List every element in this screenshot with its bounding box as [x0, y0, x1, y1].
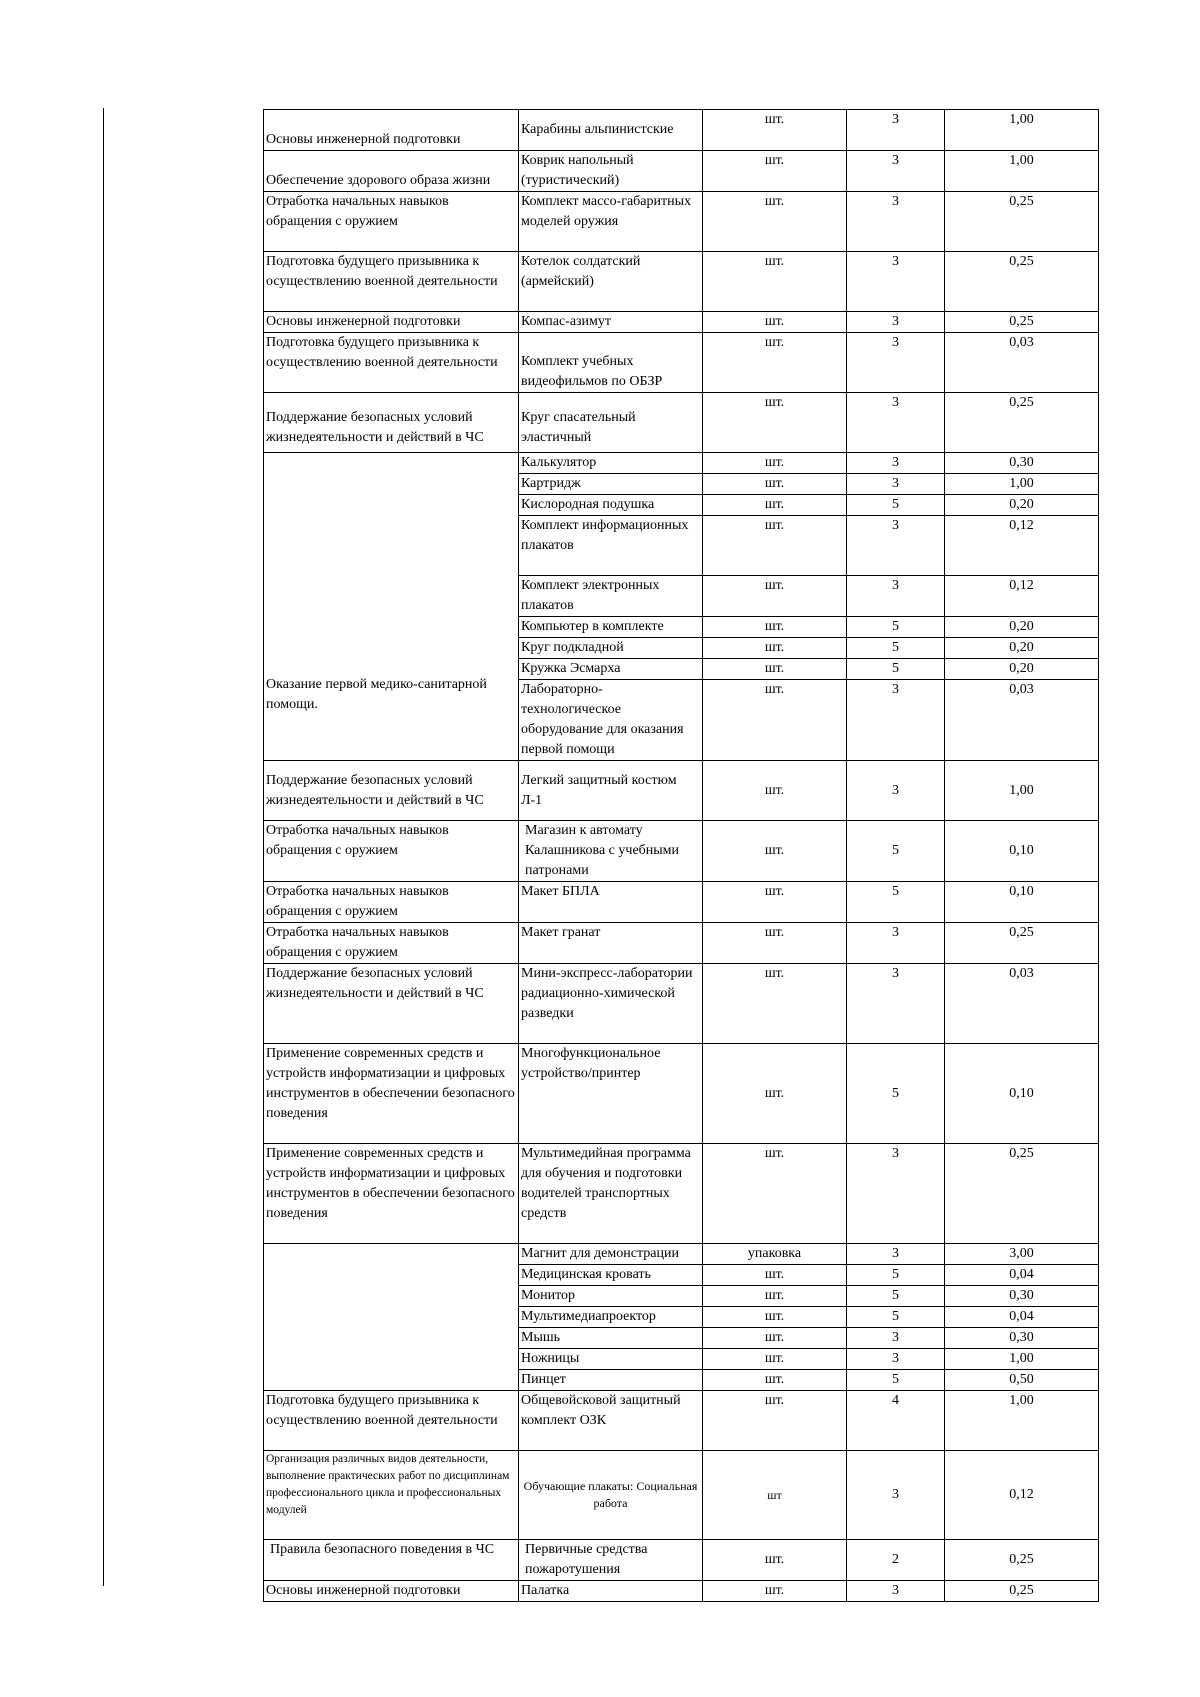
- item-cell: Магазин к автомату Калашникова с учебными патронами: [519, 821, 703, 882]
- section-cell: Правила безопасного поведения в ЧС: [264, 1540, 519, 1581]
- unit-cell: шт.: [703, 252, 847, 312]
- qty-cell: 3: [847, 680, 945, 761]
- norm-cell: 0,25: [945, 923, 1099, 964]
- item-cell: Комплект электронных плакатов: [519, 576, 703, 617]
- table-row: [264, 1581, 1099, 1602]
- unit-cell: упаковка: [703, 1244, 847, 1265]
- norm-cell: 1,00: [945, 761, 1099, 821]
- qty-cell: 3: [847, 1328, 945, 1349]
- qty-cell: 5: [847, 659, 945, 680]
- norm-cell: 0,30: [945, 453, 1099, 474]
- item-cell: Макет БПЛА: [519, 882, 703, 923]
- unit-cell: шт.: [703, 453, 847, 474]
- item-cell: Мышь: [519, 1328, 703, 1349]
- section-cell: Основы инженерной подготовки: [264, 110, 519, 151]
- item-cell: Магнит для демонстрации: [519, 1244, 703, 1265]
- unit-cell: шт.: [703, 761, 847, 821]
- table-row: [264, 761, 1099, 821]
- qty-cell: 3: [847, 1451, 945, 1540]
- norm-cell: 0,03: [945, 680, 1099, 761]
- item-cell: Кружка Эсмарха: [519, 659, 703, 680]
- qty-cell: 5: [847, 638, 945, 659]
- section-cell: Отработка начальных навыков обращения с оружием: [264, 882, 519, 923]
- item-cell: Коврик напольный (туристический): [519, 151, 703, 192]
- qty-cell: 5: [847, 1044, 945, 1144]
- norm-cell: 0,04: [945, 1307, 1099, 1328]
- unit-cell: шт.: [703, 1307, 847, 1328]
- section-cell: Обеспечение здорового образа жизни: [264, 151, 519, 192]
- unit-cell: шт.: [703, 1391, 847, 1451]
- item-cell: Котелок солдатский (армейский): [519, 252, 703, 312]
- norm-cell: 0,03: [945, 333, 1099, 393]
- unit-cell: шт.: [703, 923, 847, 964]
- section-cell: Применение современных средств и устройств информатизации и цифровых инструментов в обеспечении безопасного поведения: [264, 1144, 519, 1244]
- unit-cell: шт.: [703, 1581, 847, 1602]
- item-cell: Компас-азимут: [519, 312, 703, 333]
- item-cell: Первичные средства пожаротушения: [519, 1540, 703, 1581]
- qty-cell: 4: [847, 1391, 945, 1451]
- qty-cell: 5: [847, 821, 945, 882]
- unit-cell: шт.: [703, 192, 847, 252]
- unit-cell: шт.: [703, 393, 847, 453]
- table-row: [264, 312, 1099, 333]
- item-cell: Картридж: [519, 474, 703, 495]
- unit-cell: шт.: [703, 882, 847, 923]
- norm-cell: 0,20: [945, 659, 1099, 680]
- section-cell: Основы инженерной подготовки: [264, 312, 519, 333]
- qty-cell: 5: [847, 1286, 945, 1307]
- item-cell: Мультимедиапроектор: [519, 1307, 703, 1328]
- item-cell: Мультимедийная программа для обучения и подготовки водителей транспортных средств: [519, 1144, 703, 1244]
- norm-cell: 1,00: [945, 110, 1099, 151]
- qty-cell: 5: [847, 1370, 945, 1391]
- norm-cell: 0,20: [945, 617, 1099, 638]
- item-cell: Многофункциональное устройство/принтер: [519, 1044, 703, 1144]
- qty-cell: 3: [847, 474, 945, 495]
- norm-cell: 1,00: [945, 151, 1099, 192]
- norm-cell: 0,25: [945, 252, 1099, 312]
- unit-cell: шт.: [703, 821, 847, 882]
- equipment-table: [263, 109, 1099, 1602]
- norm-cell: 0,25: [945, 393, 1099, 453]
- item-cell: Легкий защитный костюм Л-1: [519, 761, 703, 821]
- norm-cell: 0,25: [945, 1144, 1099, 1244]
- section-cell: Оказание первой медико-санитарной помощи.: [264, 453, 519, 761]
- section-cell: Поддержание безопасных условий жизнедеятельности и действий в ЧС: [264, 964, 519, 1044]
- norm-cell: 0,25: [945, 1540, 1099, 1581]
- item-cell: Кислородная подушка: [519, 495, 703, 516]
- norm-cell: 1,00: [945, 1349, 1099, 1370]
- norm-cell: 0,10: [945, 882, 1099, 923]
- table-row: [264, 964, 1099, 1044]
- item-cell: Ножницы: [519, 1349, 703, 1370]
- table-row: [264, 882, 1099, 923]
- norm-cell: 0,50: [945, 1370, 1099, 1391]
- unit-cell: шт.: [703, 151, 847, 192]
- table-row: [264, 821, 1099, 882]
- table-row: [264, 1144, 1099, 1244]
- table-row: [264, 1451, 1099, 1540]
- qty-cell: 3: [847, 1244, 945, 1265]
- unit-cell: шт.: [703, 1286, 847, 1307]
- item-cell: Комплект массо-габаритных моделей оружия: [519, 192, 703, 252]
- unit-cell: шт.: [703, 1265, 847, 1286]
- norm-cell: 0,04: [945, 1265, 1099, 1286]
- section-cell: [264, 1244, 519, 1391]
- qty-cell: 3: [847, 1349, 945, 1370]
- item-cell: Монитор: [519, 1286, 703, 1307]
- norm-cell: 0,10: [945, 821, 1099, 882]
- unit-cell: шт.: [703, 110, 847, 151]
- norm-cell: 0,30: [945, 1286, 1099, 1307]
- table-row: [264, 151, 1099, 192]
- table-row: [264, 923, 1099, 964]
- section-cell: Отработка начальных навыков обращения с оружием: [264, 821, 519, 882]
- qty-cell: 2: [847, 1540, 945, 1581]
- item-cell: Мини-экспресс-лаборатории радиационно-химической разведки: [519, 964, 703, 1044]
- norm-cell: 1,00: [945, 474, 1099, 495]
- qty-cell: 5: [847, 617, 945, 638]
- norm-cell: 0,03: [945, 964, 1099, 1044]
- unit-cell: шт.: [703, 1328, 847, 1349]
- section-cell: Подготовка будущего призывника к осуществлению военной деятельности: [264, 252, 519, 312]
- section-cell: Поддержание безопасных условий жизнедеятельности и действий в ЧС: [264, 761, 519, 821]
- unit-cell: шт.: [703, 333, 847, 393]
- table-row: [264, 1391, 1099, 1451]
- item-cell: Палатка: [519, 1581, 703, 1602]
- item-cell: Компьютер в комплекте: [519, 617, 703, 638]
- qty-cell: 5: [847, 882, 945, 923]
- unit-cell: шт.: [703, 680, 847, 761]
- qty-cell: 3: [847, 1144, 945, 1244]
- norm-cell: 0,12: [945, 1451, 1099, 1540]
- unit-cell: шт.: [703, 1044, 847, 1144]
- norm-cell: 0,20: [945, 495, 1099, 516]
- qty-cell: 5: [847, 1307, 945, 1328]
- qty-cell: 3: [847, 192, 945, 252]
- item-cell: Комплект учебных видеофильмов по ОБЗР: [519, 333, 703, 393]
- norm-cell: 0,12: [945, 576, 1099, 617]
- norm-cell: 1,00: [945, 1391, 1099, 1451]
- table-row: [264, 393, 1099, 453]
- item-cell: Лабораторно-технологическое оборудование для оказания первой помощи: [519, 680, 703, 761]
- norm-cell: 0,30: [945, 1328, 1099, 1349]
- qty-cell: 3: [847, 333, 945, 393]
- unit-cell: шт.: [703, 516, 847, 576]
- unit-cell: шт.: [703, 312, 847, 333]
- qty-cell: 3: [847, 516, 945, 576]
- qty-cell: 3: [847, 761, 945, 821]
- qty-cell: 3: [847, 312, 945, 333]
- item-cell: Круг спасательный эластичный: [519, 393, 703, 453]
- norm-cell: 0,10: [945, 1044, 1099, 1144]
- unit-cell: шт.: [703, 474, 847, 495]
- norm-cell: 0,12: [945, 516, 1099, 576]
- section-cell: Подготовка будущего призывника к осуществлению военной деятельности: [264, 1391, 519, 1451]
- norm-cell: 0,20: [945, 638, 1099, 659]
- norm-cell: 0,25: [945, 312, 1099, 333]
- table-row: [264, 110, 1099, 151]
- qty-cell: 3: [847, 964, 945, 1044]
- item-cell: Карабины альпинистские: [519, 110, 703, 151]
- qty-cell: 5: [847, 1265, 945, 1286]
- unit-cell: шт.: [703, 1370, 847, 1391]
- table-row: [264, 453, 1099, 474]
- item-cell: Комплект информационных плакатов: [519, 516, 703, 576]
- item-cell: Обучающие плакаты: Социальная работа: [519, 1451, 703, 1540]
- section-cell: Поддержание безопасных условий жизнедеятельности и действий в ЧС: [264, 393, 519, 453]
- table-row: [264, 1044, 1099, 1144]
- unit-cell: шт.: [703, 617, 847, 638]
- section-cell: Отработка начальных навыков обращения с оружием: [264, 192, 519, 252]
- item-cell: Макет гранат: [519, 923, 703, 964]
- norm-cell: 0,25: [945, 192, 1099, 252]
- section-cell: Основы инженерной подготовки: [264, 1581, 519, 1602]
- unit-cell: шт.: [703, 495, 847, 516]
- table-row: [264, 252, 1099, 312]
- unit-cell: шт.: [703, 964, 847, 1044]
- section-cell: Отработка начальных навыков обращения с оружием: [264, 923, 519, 964]
- unit-cell: шт.: [703, 659, 847, 680]
- table-row: [264, 192, 1099, 252]
- unit-cell: шт.: [703, 576, 847, 617]
- qty-cell: 3: [847, 252, 945, 312]
- qty-cell: 3: [847, 576, 945, 617]
- unit-cell: шт.: [703, 1349, 847, 1370]
- margin-line: [103, 108, 104, 1586]
- unit-cell: шт: [703, 1451, 847, 1540]
- item-cell: Калькулятор: [519, 453, 703, 474]
- unit-cell: шт.: [703, 1540, 847, 1581]
- qty-cell: 3: [847, 1581, 945, 1602]
- qty-cell: 3: [847, 151, 945, 192]
- section-cell: Подготовка будущего призывника к осуществлению военной деятельности: [264, 333, 519, 393]
- section-cell: Применение современных средств и устройств информатизации и цифровых инструментов в обеспечении безопасного поведения: [264, 1044, 519, 1144]
- norm-cell: 3,00: [945, 1244, 1099, 1265]
- table-row: [264, 1244, 1099, 1265]
- item-cell: Пинцет: [519, 1370, 703, 1391]
- item-cell: Медицинская кровать: [519, 1265, 703, 1286]
- table-row: [264, 1540, 1099, 1581]
- item-cell: Общевойсковой защитный комплект ОЗК: [519, 1391, 703, 1451]
- section-cell: Организация различных видов деятельности, выполнение практических работ по дисциплинам профессионального цикла и профессиональных модулей: [264, 1451, 519, 1540]
- table-row: [264, 333, 1099, 393]
- qty-cell: 5: [847, 495, 945, 516]
- unit-cell: шт.: [703, 638, 847, 659]
- qty-cell: 3: [847, 393, 945, 453]
- norm-cell: 0,25: [945, 1581, 1099, 1602]
- qty-cell: 3: [847, 923, 945, 964]
- qty-cell: 3: [847, 453, 945, 474]
- unit-cell: шт.: [703, 1144, 847, 1244]
- item-cell: Круг подкладной: [519, 638, 703, 659]
- qty-cell: 3: [847, 110, 945, 151]
